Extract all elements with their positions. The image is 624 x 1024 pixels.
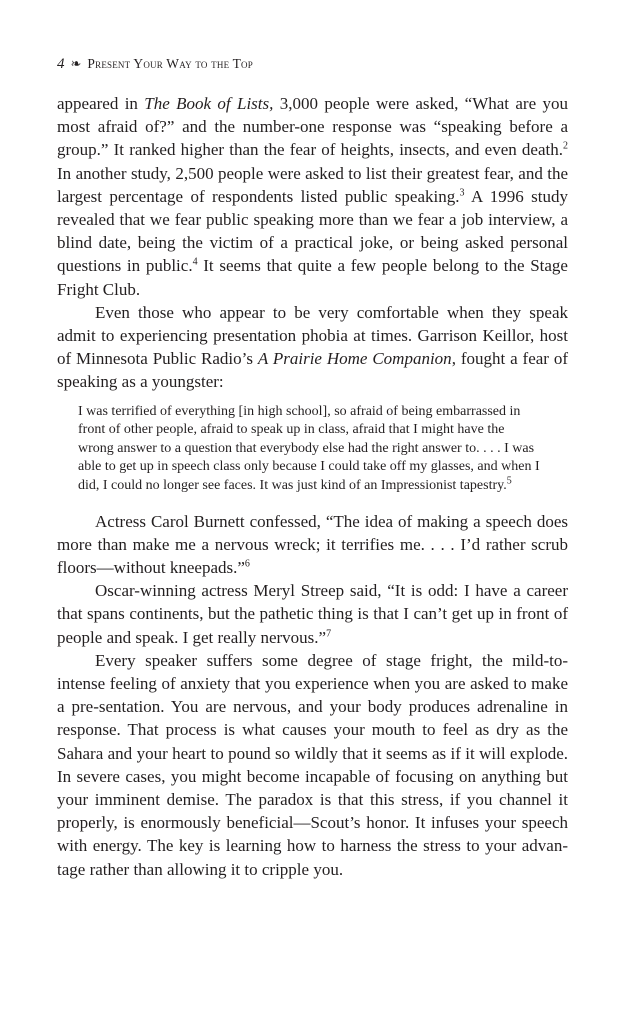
footnote-ref: 3: [459, 187, 465, 199]
text-span: , fought a fear of speaking as a youngster:: [57, 349, 568, 392]
text-span: Actress Carol Burnett confessed, “The idea of making a speech does more than make me a nervous wreck; it terrifies me. . . . I’d rather scrub floors—without kneepads.”: [57, 511, 568, 578]
text-span: 3,000 people were asked, “What are you most afraid of?” and the number-one response was “speaking before a group.” It ranked higher than the fear of heights, insects, and even death.: [57, 94, 568, 160]
quote-text: I was terrified of everything [in high school], so afraid of being embarrassed in front of other people, afraid to speak up in class, afraid that I might have the wrong answer to a question that everybody else had the right answer to. . . . I was able to get up in speech class only because I could take off my glasses, and when I did, I could no longer see faces. It was just kind of an Impressionist tapestry.: [78, 403, 540, 494]
show-title: A Prairie Home Companion: [257, 349, 452, 369]
paragraph-burnett: [57, 510, 568, 580]
book-title: The Book of Lists,: [144, 94, 274, 113]
text-span: Oscar-winning actress Meryl Streep said, “It is odd: I have a career that spans continents, but the pathetic thing is that I can’t get up in front of people and speak. I get really nervous.”: [57, 581, 568, 647]
text-span: In another study, 2,500 people were asked to list their greatest fear, and the largest percentage of respondents listed public speaking.: [57, 163, 568, 206]
footnote-ref: 6: [244, 558, 250, 570]
footnote-ref: 4: [192, 256, 198, 268]
paragraph-book-of-lists: [57, 92, 568, 301]
body-text: [57, 92, 568, 881]
running-header: [57, 55, 253, 73]
paragraph-keillor: [57, 301, 568, 394]
paragraph-stage-fright: Every speaker suffers some degree of stage fright, the mild-to-intense feeling of anxiety that you experience when you are asked to make a pre-sentation. You are nervous, and your body produces adrenaline in response. That process is what causes your mouth to feel as dry as the Sahara and your heart to pound so wildly that it seems as if it will explode. In severe cases, you might become incapable of focusing on anything but your imminent demise. The paradox is that this stress, if you channel it properly, is enormously beneficial—Scout’s honor. It infuses your speech with energy. The key is learning how to harness the stress to your advantage rather than allowing it to cripple you.: [57, 650, 568, 879]
paragraph-streep: [57, 579, 568, 649]
running-title: Present Your Way to the Top: [87, 56, 253, 71]
footnote-ref: 5: [506, 475, 512, 487]
text-span: Even those who appear to be very comfortable when they speak admit to experiencing presentation phobia at times. Garrison Keillor, host of Minnesota Public Radio’s: [57, 302, 568, 369]
fleuron-icon: ❧: [70, 56, 82, 71]
text-span: appeared in: [57, 94, 145, 113]
page-number: 4: [57, 56, 65, 72]
block-quote: [78, 403, 540, 496]
text-span: A 1996 study revealed that we fear public speaking more than we fear a job interview, a blind date, being the victim of a practical joke, or being asked personal questions in public.: [57, 186, 568, 276]
text-span: It seems that quite a few people belong to the Stage Fright Club.: [57, 256, 568, 299]
footnote-ref: 7: [326, 627, 332, 639]
footnote-ref: 2: [563, 140, 568, 152]
